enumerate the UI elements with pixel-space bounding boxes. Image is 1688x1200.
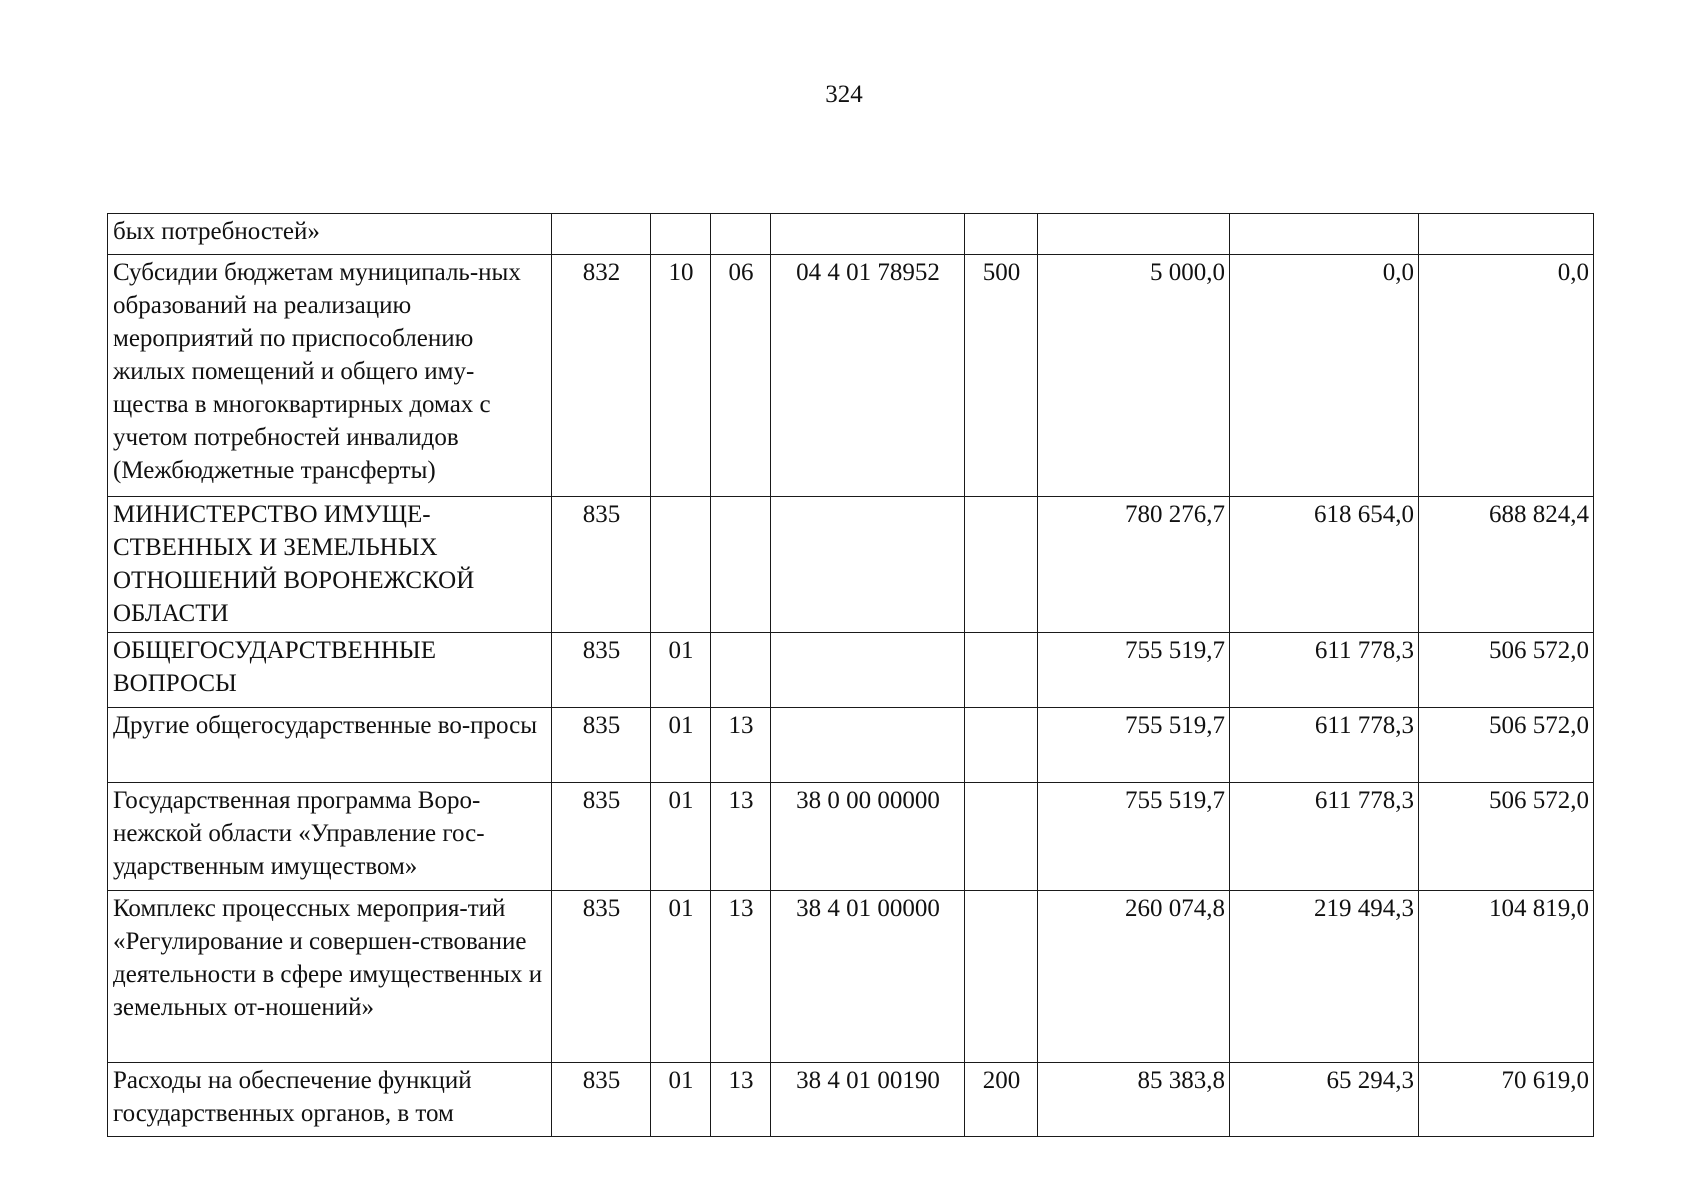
subsection-code-cell: 06 [711, 255, 771, 497]
expense-type-cell: 200 [965, 1063, 1038, 1137]
table-body [108, 214, 1594, 1137]
table-row [108, 1063, 1594, 1137]
ministry-code-cell: 835 [552, 708, 651, 783]
ministry-code-cell: 832 [552, 255, 651, 497]
table-row [108, 708, 1594, 783]
expense-type-cell [965, 708, 1038, 783]
table-row [108, 633, 1594, 708]
subsection-code-cell: 13 [711, 891, 771, 1063]
subsection-code-cell: 13 [711, 708, 771, 783]
section-code-cell: 01 [651, 891, 711, 1063]
row-name-cell: Субсидии бюджетам муниципаль-ных образований на реализацию мероприятий по приспособлению жилых помещений и общего иму-щества в многоквартирных домах с учетом потребностей инвалидов (Межбюджетные трансферты) [108, 255, 552, 497]
table-row [108, 497, 1594, 633]
target-article-cell: 38 0 00 00000 [771, 783, 965, 891]
ministry-code-cell: 835 [552, 783, 651, 891]
row-name-cell: бых потребностей» [108, 214, 552, 255]
ministry-code-cell: 835 [552, 497, 651, 633]
section-code-cell: 01 [651, 783, 711, 891]
section-code-cell: 10 [651, 255, 711, 497]
amount-3-cell: 506 572,0 [1419, 708, 1594, 783]
row-name-cell: МИНИСТЕРСТВО ИМУЩЕ-СТВЕННЫХ И ЗЕМЕЛЬНЫХ ОТНОШЕНИЙ ВОРОНЕЖСКОЙ ОБЛАСТИ [108, 497, 552, 633]
expense-type-cell: 500 [965, 255, 1038, 497]
budget-table [107, 213, 1594, 1137]
amount-3-cell: 0,0 [1419, 255, 1594, 497]
amount-2-cell: 65 294,3 [1230, 1063, 1419, 1137]
section-code-cell: 01 [651, 633, 711, 708]
target-article-cell [771, 708, 965, 783]
target-article-cell [771, 633, 965, 708]
amount-3-cell [1419, 214, 1594, 255]
table-row [108, 891, 1594, 1063]
expense-type-cell [965, 783, 1038, 891]
expense-type-cell [965, 633, 1038, 708]
amount-1-cell: 755 519,7 [1038, 633, 1230, 708]
ministry-code-cell: 835 [552, 891, 651, 1063]
section-code-cell: 01 [651, 1063, 711, 1137]
ministry-code-cell: 835 [552, 1063, 651, 1137]
table-row [108, 255, 1594, 497]
amount-2-cell [1230, 214, 1419, 255]
amount-3-cell: 70 619,0 [1419, 1063, 1594, 1137]
section-code-cell [651, 497, 711, 633]
amount-1-cell: 755 519,7 [1038, 708, 1230, 783]
target-article-cell [771, 214, 965, 255]
amount-2-cell: 611 778,3 [1230, 708, 1419, 783]
page-number: 324 [825, 81, 863, 108]
row-name-cell: Расходы на обеспечение функций государственных органов, в том [108, 1063, 552, 1137]
section-code-cell: 01 [651, 708, 711, 783]
subsection-code-cell: 13 [711, 783, 771, 891]
amount-2-cell: 0,0 [1230, 255, 1419, 497]
subsection-code-cell [711, 633, 771, 708]
row-name-cell: Другие общегосударственные во-просы [108, 708, 552, 783]
amount-1-cell: 755 519,7 [1038, 783, 1230, 891]
target-article-cell [771, 497, 965, 633]
amount-1-cell [1038, 214, 1230, 255]
row-name-cell: Государственная программа Воро-нежской области «Управление гос-ударственным имуществом» [108, 783, 552, 891]
amount-1-cell: 780 276,7 [1038, 497, 1230, 633]
target-article-cell: 38 4 01 00000 [771, 891, 965, 1063]
expense-type-cell [965, 214, 1038, 255]
target-article-cell: 38 4 01 00190 [771, 1063, 965, 1137]
amount-3-cell: 506 572,0 [1419, 633, 1594, 708]
amount-3-cell: 104 819,0 [1419, 891, 1594, 1063]
amount-1-cell: 5 000,0 [1038, 255, 1230, 497]
amount-1-cell: 260 074,8 [1038, 891, 1230, 1063]
subsection-code-cell [711, 497, 771, 633]
table-row [108, 783, 1594, 891]
row-name-cell: ОБЩЕГОСУДАРСТВЕННЫЕ ВОПРОСЫ [108, 633, 552, 708]
amount-3-cell: 688 824,4 [1419, 497, 1594, 633]
amount-2-cell: 618 654,0 [1230, 497, 1419, 633]
expense-type-cell [965, 497, 1038, 633]
amount-2-cell: 611 778,3 [1230, 783, 1419, 891]
ministry-code-cell: 835 [552, 633, 651, 708]
amount-3-cell: 506 572,0 [1419, 783, 1594, 891]
subsection-code-cell [711, 214, 771, 255]
subsection-code-cell: 13 [711, 1063, 771, 1137]
table-row [108, 214, 1594, 255]
amount-2-cell: 219 494,3 [1230, 891, 1419, 1063]
row-name-cell: Комплекс процессных мероприя-тий «Регулирование и совершен-ствование деятельности в сфере имущественных и земельных от-ношений» [108, 891, 552, 1063]
ministry-code-cell [552, 214, 651, 255]
section-code-cell [651, 214, 711, 255]
target-article-cell: 04 4 01 78952 [771, 255, 965, 497]
amount-1-cell: 85 383,8 [1038, 1063, 1230, 1137]
expense-type-cell [965, 891, 1038, 1063]
amount-2-cell: 611 778,3 [1230, 633, 1419, 708]
